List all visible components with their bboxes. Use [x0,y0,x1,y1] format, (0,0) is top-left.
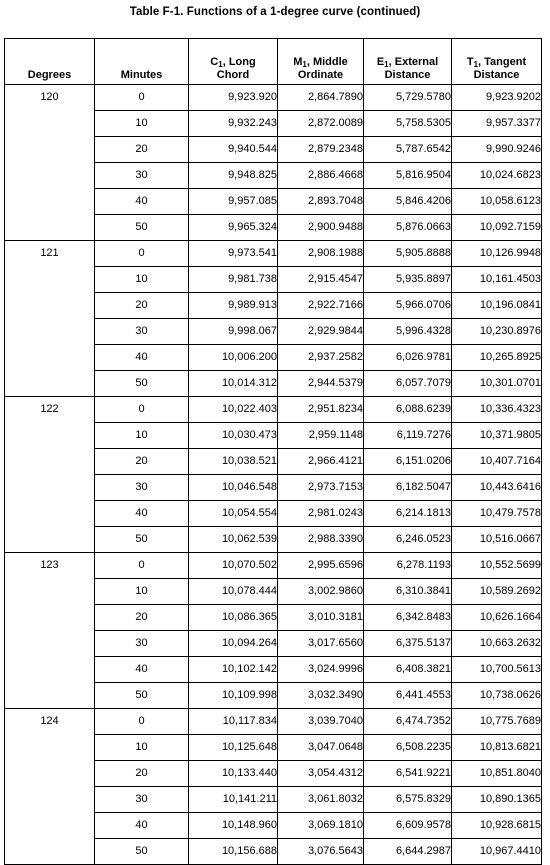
external-distance-cell: 6,214.1813 [364,501,452,527]
long-chord-cell: 10,022.403 [189,397,278,423]
middle-ordinate-cell: 2,893.7048 [278,189,364,215]
minutes-cell: 0 [95,553,189,579]
minutes-cell: 10 [95,267,189,293]
long-chord-cell: 10,148.960 [189,813,278,839]
minutes-cell: 50 [95,683,189,709]
middle-ordinate-cell: 2,995.6596 [278,553,364,579]
tangent-distance-cell: 9,923.9202 [452,85,542,111]
degrees-cell: 122 [5,397,95,423]
long-chord-column-header: $C_1$, Long Chord [189,39,278,85]
degrees-cell [5,215,95,241]
middle-ordinate-cell: 3,032.3490 [278,683,364,709]
middle-ordinate-cell: 2,915.4547 [278,267,364,293]
minutes-cell: 30 [95,319,189,345]
minutes-cell: 50 [95,839,189,865]
tangent-distance-cell: 10,890.1365 [452,787,542,813]
minutes-cell: 0 [95,85,189,111]
tangent-distance-cell: 9,957.3377 [452,111,542,137]
tangent-distance-cell: 10,443.6416 [452,475,542,501]
tangent-distance-cell: 10,928.6815 [452,813,542,839]
external-distance-column-header: $E_1$, External Distance [364,39,452,85]
external-distance-cell: 5,996.4328 [364,319,452,345]
middle-ordinate-cell: 2,879.2348 [278,137,364,163]
middle-ordinate-cell: 3,039.7040 [278,709,364,735]
minutes-cell: 40 [95,189,189,215]
minutes-cell: 20 [95,449,189,475]
table-row [5,163,542,189]
long-chord-cell: 9,965.324 [189,215,278,241]
external-distance-cell: 6,182.5047 [364,475,452,501]
minutes-cell: 20 [95,605,189,631]
table-row [5,293,542,319]
table-title: Table F-1. Functions of a 1-degree curve (continued) [129,6,421,18]
degrees-cell: 121 [5,241,95,267]
tangent-distance-cell: 10,738.0626 [452,683,542,709]
external-distance-cell: 5,935.8897 [364,267,452,293]
minutes-cell: 20 [95,293,189,319]
long-chord-cell: 9,998.067 [189,319,278,345]
degrees-cell: 124 [5,709,95,735]
degrees-cell [5,501,95,527]
long-chord-cell: 10,086.365 [189,605,278,631]
long-chord-cell: 9,948.825 [189,163,278,189]
external-distance-cell: 6,278.1193 [364,553,452,579]
tangent-distance-cell: 10,301.0701 [452,371,542,397]
tangent-distance-cell: 10,663.2632 [452,631,542,657]
table-row [5,397,542,423]
middle-ordinate-cell: 2,981.0243 [278,501,364,527]
middle-ordinate-cell: 3,024.9996 [278,657,364,683]
middle-ordinate-cell: 2,959.1148 [278,423,364,449]
degrees-column-header: Degrees [5,39,95,85]
long-chord-cell: 10,038.521 [189,449,278,475]
external-distance-cell: 6,644.2987 [364,839,452,865]
tangent-distance-cell: 10,371.9805 [452,423,542,449]
degrees-cell [5,293,95,319]
minutes-cell: 20 [95,137,189,163]
minutes-cell: 30 [95,787,189,813]
degrees-cell [5,605,95,631]
minutes-cell: 50 [95,215,189,241]
table-row [5,501,542,527]
tangent-distance-column-header: $T_1$, Tangent Distance [452,39,542,85]
minutes-cell: 50 [95,371,189,397]
minutes-cell: 0 [95,709,189,735]
long-chord-cell: 9,957.085 [189,189,278,215]
long-chord-cell: 10,117.834 [189,709,278,735]
table-row [5,683,542,709]
tangent-distance-cell: 10,126.9948 [452,241,542,267]
external-distance-cell: 6,575.8329 [364,787,452,813]
external-distance-cell: 5,966.0706 [364,293,452,319]
tangent-distance-cell: 10,265.8925 [452,345,542,371]
degrees-cell [5,761,95,787]
degrees-cell [5,163,95,189]
long-chord-cell: 10,006.200 [189,345,278,371]
table-row [5,475,542,501]
table-row [5,111,542,137]
degrees-cell [5,579,95,605]
minutes-cell: 20 [95,761,189,787]
long-chord-cell: 9,973.541 [189,241,278,267]
long-chord-cell: 10,102.142 [189,657,278,683]
tangent-distance-cell: 10,336.4323 [452,397,542,423]
tangent-distance-cell: 10,552.5699 [452,553,542,579]
middle-ordinate-cell: 3,061.8032 [278,787,364,813]
table-row [5,735,542,761]
external-distance-cell: 6,609.9578 [364,813,452,839]
curve-functions-table [4,38,542,865]
external-distance-cell: 5,729.5780 [364,85,452,111]
degrees-cell [5,657,95,683]
table-row [5,787,542,813]
external-distance-cell: 6,151.0206 [364,449,452,475]
table-row [5,319,542,345]
table-row [5,449,542,475]
tangent-distance-cell: 10,230.8976 [452,319,542,345]
table-row [5,709,542,735]
degrees-cell [5,787,95,813]
degrees-cell [5,683,95,709]
table-row [5,137,542,163]
tangent-distance-cell: 10,479.7578 [452,501,542,527]
tangent-distance-cell: 10,626.1664 [452,605,542,631]
long-chord-cell: 9,981.738 [189,267,278,293]
degrees-cell [5,813,95,839]
middle-ordinate-column-header: $M_1$, Middle Ordinate [278,39,364,85]
table-row [5,527,542,553]
middle-ordinate-cell: 2,908.1988 [278,241,364,267]
middle-ordinate-cell: 2,872.0089 [278,111,364,137]
tangent-distance-cell: 10,407.7164 [452,449,542,475]
long-chord-cell: 10,014.312 [189,371,278,397]
table-row [5,761,542,787]
middle-ordinate-cell: 2,900.9488 [278,215,364,241]
middle-ordinate-cell: 3,010.3181 [278,605,364,631]
table-row [5,813,542,839]
degrees-cell [5,319,95,345]
degrees-cell [5,449,95,475]
tangent-distance-cell: 10,516.0667 [452,527,542,553]
external-distance-cell: 6,026.9781 [364,345,452,371]
middle-ordinate-cell: 3,002.9860 [278,579,364,605]
minutes-cell: 30 [95,163,189,189]
table-row [5,423,542,449]
middle-ordinate-cell: 3,047.0648 [278,735,364,761]
long-chord-cell: 10,094.264 [189,631,278,657]
degrees-cell [5,631,95,657]
minutes-cell: 10 [95,423,189,449]
middle-ordinate-cell: 2,973.7153 [278,475,364,501]
middle-ordinate-cell: 3,076.5643 [278,839,364,865]
external-distance-cell: 6,342.8483 [364,605,452,631]
minutes-cell: 30 [95,631,189,657]
minutes-cell: 10 [95,579,189,605]
middle-ordinate-cell: 2,864.7890 [278,85,364,111]
minutes-cell: 30 [95,475,189,501]
table-row [5,371,542,397]
long-chord-cell: 10,062.539 [189,527,278,553]
external-distance-cell: 5,876.0663 [364,215,452,241]
degrees-cell [5,345,95,371]
long-chord-cell: 10,133.440 [189,761,278,787]
minutes-column-header: Minutes [95,39,189,85]
minutes-cell: 10 [95,111,189,137]
long-chord-cell: 10,078.444 [189,579,278,605]
tangent-distance-cell: 10,161.4503 [452,267,542,293]
table-row [5,215,542,241]
degrees-cell [5,137,95,163]
minutes-cell: 40 [95,657,189,683]
degrees-cell: 123 [5,553,95,579]
external-distance-cell: 6,119.7276 [364,423,452,449]
degrees-cell [5,839,95,865]
long-chord-cell: 9,940.544 [189,137,278,163]
middle-ordinate-cell: 2,886.4668 [278,163,364,189]
table-row [5,631,542,657]
middle-ordinate-cell: 2,937.2582 [278,345,364,371]
external-distance-cell: 5,758.5305 [364,111,452,137]
middle-ordinate-cell: 2,966.4121 [278,449,364,475]
tangent-distance-cell: 10,589.2692 [452,579,542,605]
external-distance-cell: 6,375.5137 [364,631,452,657]
table-row [5,605,542,631]
middle-ordinate-cell: 3,069.1810 [278,813,364,839]
minutes-cell: 0 [95,397,189,423]
degrees-cell [5,371,95,397]
table-row [5,85,542,111]
minutes-cell: 50 [95,527,189,553]
external-distance-cell: 6,441.4553 [364,683,452,709]
header-row [5,39,542,85]
long-chord-cell: 10,125.648 [189,735,278,761]
tangent-distance-cell: 10,196.0841 [452,293,542,319]
degrees-cell [5,527,95,553]
middle-ordinate-cell: 2,922.7166 [278,293,364,319]
minutes-cell: 40 [95,501,189,527]
long-chord-cell: 10,141.211 [189,787,278,813]
middle-ordinate-cell: 2,988.3390 [278,527,364,553]
table-row [5,579,542,605]
middle-ordinate-cell: 3,017.6560 [278,631,364,657]
table-row [5,345,542,371]
table-row [5,189,542,215]
long-chord-cell: 10,046.548 [189,475,278,501]
tangent-distance-cell: 10,775.7689 [452,709,542,735]
external-distance-cell: 6,508.2235 [364,735,452,761]
middle-ordinate-cell: 3,054.4312 [278,761,364,787]
external-distance-cell: 5,816.9504 [364,163,452,189]
tangent-distance-cell: 10,024.6823 [452,163,542,189]
tangent-distance-cell: 10,967.4410 [452,839,542,865]
table-row [5,657,542,683]
long-chord-cell: 9,989.913 [189,293,278,319]
external-distance-cell: 5,905.8888 [364,241,452,267]
minutes-cell: 40 [95,813,189,839]
external-distance-cell: 6,408.3821 [364,657,452,683]
degrees-cell [5,111,95,137]
middle-ordinate-cell: 2,929.9844 [278,319,364,345]
minutes-cell: 40 [95,345,189,371]
degrees-cell [5,189,95,215]
tangent-distance-cell: 9,990.9246 [452,137,542,163]
minutes-cell: 10 [95,735,189,761]
external-distance-cell: 5,846.4206 [364,189,452,215]
tangent-distance-cell: 10,851.8040 [452,761,542,787]
external-distance-cell: 6,246.0523 [364,527,452,553]
degrees-cell [5,423,95,449]
long-chord-cell: 9,923.920 [189,85,278,111]
table-row [5,267,542,293]
middle-ordinate-cell: 2,944.5379 [278,371,364,397]
degrees-cell [5,735,95,761]
table-row [5,553,542,579]
degrees-cell [5,475,95,501]
tangent-distance-cell: 10,058.6123 [452,189,542,215]
external-distance-cell: 6,088.6239 [364,397,452,423]
external-distance-cell: 6,541.9221 [364,761,452,787]
long-chord-cell: 10,054.554 [189,501,278,527]
long-chord-cell: 9,932.243 [189,111,278,137]
table-row [5,839,542,865]
long-chord-cell: 10,070.502 [189,553,278,579]
external-distance-cell: 5,787.6542 [364,137,452,163]
long-chord-cell: 10,109.998 [189,683,278,709]
external-distance-cell: 6,474.7352 [364,709,452,735]
degrees-cell [5,267,95,293]
long-chord-cell: 10,156.688 [189,839,278,865]
table-body [5,85,542,865]
tangent-distance-cell: 10,092.7159 [452,215,542,241]
degrees-cell: 120 [5,85,95,111]
minutes-cell: 0 [95,241,189,267]
external-distance-cell: 6,057.7079 [364,371,452,397]
tangent-distance-cell: 10,700.5613 [452,657,542,683]
external-distance-cell: 6,310.3841 [364,579,452,605]
middle-ordinate-cell: 2,951.8234 [278,397,364,423]
table-row [5,241,542,267]
long-chord-cell: 10,030.473 [189,423,278,449]
tangent-distance-cell: 10,813.6821 [452,735,542,761]
